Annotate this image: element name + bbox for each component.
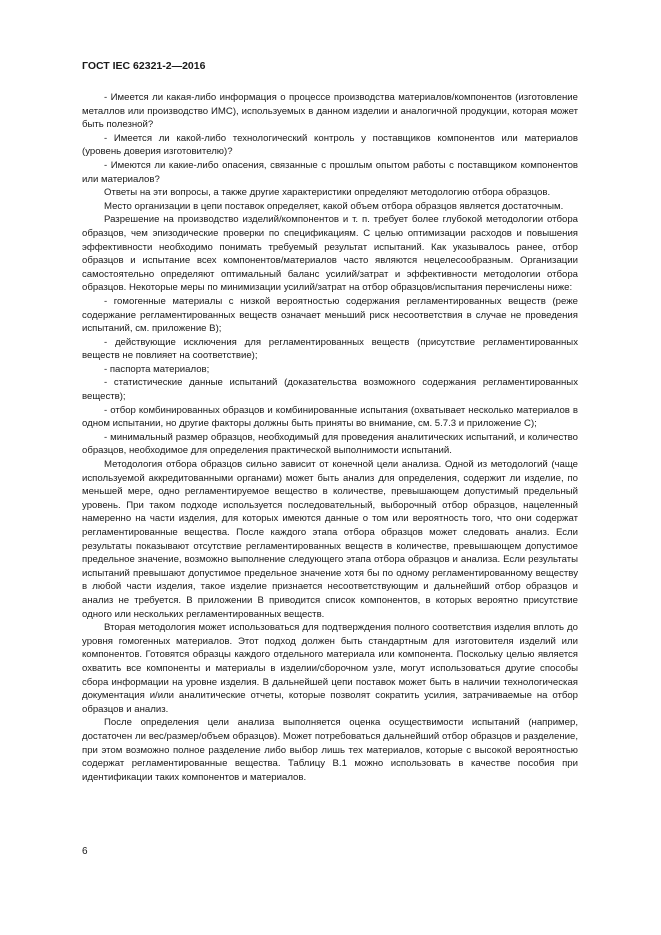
body-text xyxy=(82,91,578,784)
paragraph: Разрешение на производство изделий/компонентов и т. п. требует более глубокой методологии отбора образцов, чем эпизодические проверки по спецификациям. С целью оптимизации расходов и повышения эффективности необходимо понимать требуемый результат испытаний. Как указывалось ранее, отбор образцов и испытание всех компонентов/материалов часто являются нецелесообразным. Организации самостоятельно определяют оптимальный баланс усилий/затрат и эффективности методологии отбора образцов. Некоторые меры по минимизации усилий/затрат на отбор образцов/испытания перечислены ниже: xyxy=(82,214,578,294)
paragraph: Методология отбора образцов сильно зависит от конечной цели анализа. Одной из методологий (чаще используемой аккредитованными органами) может быть анализ для определения, содержит ли изделие, по меньшей мере, одно регламентируемое вещество в количестве, превышающем допустимый предельный уровень. При таком подходе используется последовательный, выборочный отбор образцов, нацеленный намеренно на части изделия, для которых имеются данные о том или вероятность того, что они содержат регламентированные вещества. После каждого этапа отбора образцов может следовать анализ. Если результаты показывают отсутствие регламентированных веществ в количестве, превышающем допустимое предельное значение, возможно выполнение следующего этапа отбора образцов и анализа. Если результаты испытаний превышают допустимое предельное значение хотя бы по одному регламентированному веществу в любой части изделия, такое изделие признается несоответствующим и дальнейший отбор образцов и анализ не требуется. В приложении B приводится список компонентов, в которых вероятно присутствие одного или нескольких регламентированных веществ. xyxy=(82,459,578,620)
paragraph: Ответы на эти вопросы, а также другие характеристики определяют методологию отбора образцов. xyxy=(104,187,551,199)
paragraph: - Имеются ли какие-либо опасения, связанные с прошлым опытом работы с поставщиком компонентов или материалов? xyxy=(82,159,578,185)
paragraph: - Имеется ли какой-либо технологический контроль у поставщиков компонентов или материалов (уровень доверия изготовителю)? xyxy=(82,132,578,158)
paragraph: - действующие исключения для регламентированных веществ (присутствие регламентированных веществ не повлияет на соответствие); xyxy=(82,336,578,362)
paragraph: Вторая методология может использоваться для подтверждения полного соответствия изделия вплоть до уровня гомогенных материалов. Этот подход должен быть стандартным для изготовителя изделий или компонентов. Готовятся образцы каждого отдельного материала или компонента. Поскольку целью является охватить все компоненты и материалы в изделии/сборочном узле, могут использоваться другие способы сбора информации на уровне изделия. В дальнейшей цепи поставок может быть в наличии технологическая документация и/или аналитические отчеты, которые позволят сократить усилия, затрачиваемые на отбор образцов и анализ. xyxy=(82,622,578,715)
paragraph: - паспорта материалов; xyxy=(104,363,210,375)
paragraph: После определения цели анализа выполняется оценка осуществимости испытаний (например, достаточен ли вес/размер/объем образцов). Может потребоваться дальнейший отбор образцов и разделение, при этом возможно полное разделение либо выбор лишь тех материалов, которые с высокой вероятностью содержат регламентированные вещества. Таблицу B.1 можно использовать в качестве пособия при идентификации таких компонентов и материалов. xyxy=(82,717,578,783)
document-header: ГОСТ IEC 62321-2—2016 xyxy=(82,60,206,72)
paragraph: - гомогенные материалы с низкой вероятностью содержания регламентированных веществ (реже содержание регламентированных веществ означает меньший риск несоответствия в случае не проведения испытаний, см. приложение B); xyxy=(82,295,578,335)
paragraph: Место организации в цепи поставок определяет, какой объем отбора образцов является достаточным. xyxy=(104,200,564,212)
paragraph: - статистические данные испытаний (доказательства возможного содержания регламентированных веществ); xyxy=(82,377,578,403)
paragraph: - Имеется ли какая-либо информация о процессе производства материалов/компонентов (изготовление металлов или производство ИМС), используемых в данном изделии и аналогичной продукции, которая может быть полезной? xyxy=(82,92,578,131)
page-number: 6 xyxy=(82,846,88,857)
paragraph: - минимальный размер образцов, необходимый для проведения аналитических испытаний, и количество образцов, необходимое для определения практической выполнимости испытаний. xyxy=(82,431,578,457)
paragraph: - отбор комбинированных образцов и комбинированные испытания (охватывает несколько материалов в одном испытании, но другие факторы должны быть приняты во внимание, см. 5.7.3 и приложение C); xyxy=(82,404,578,430)
